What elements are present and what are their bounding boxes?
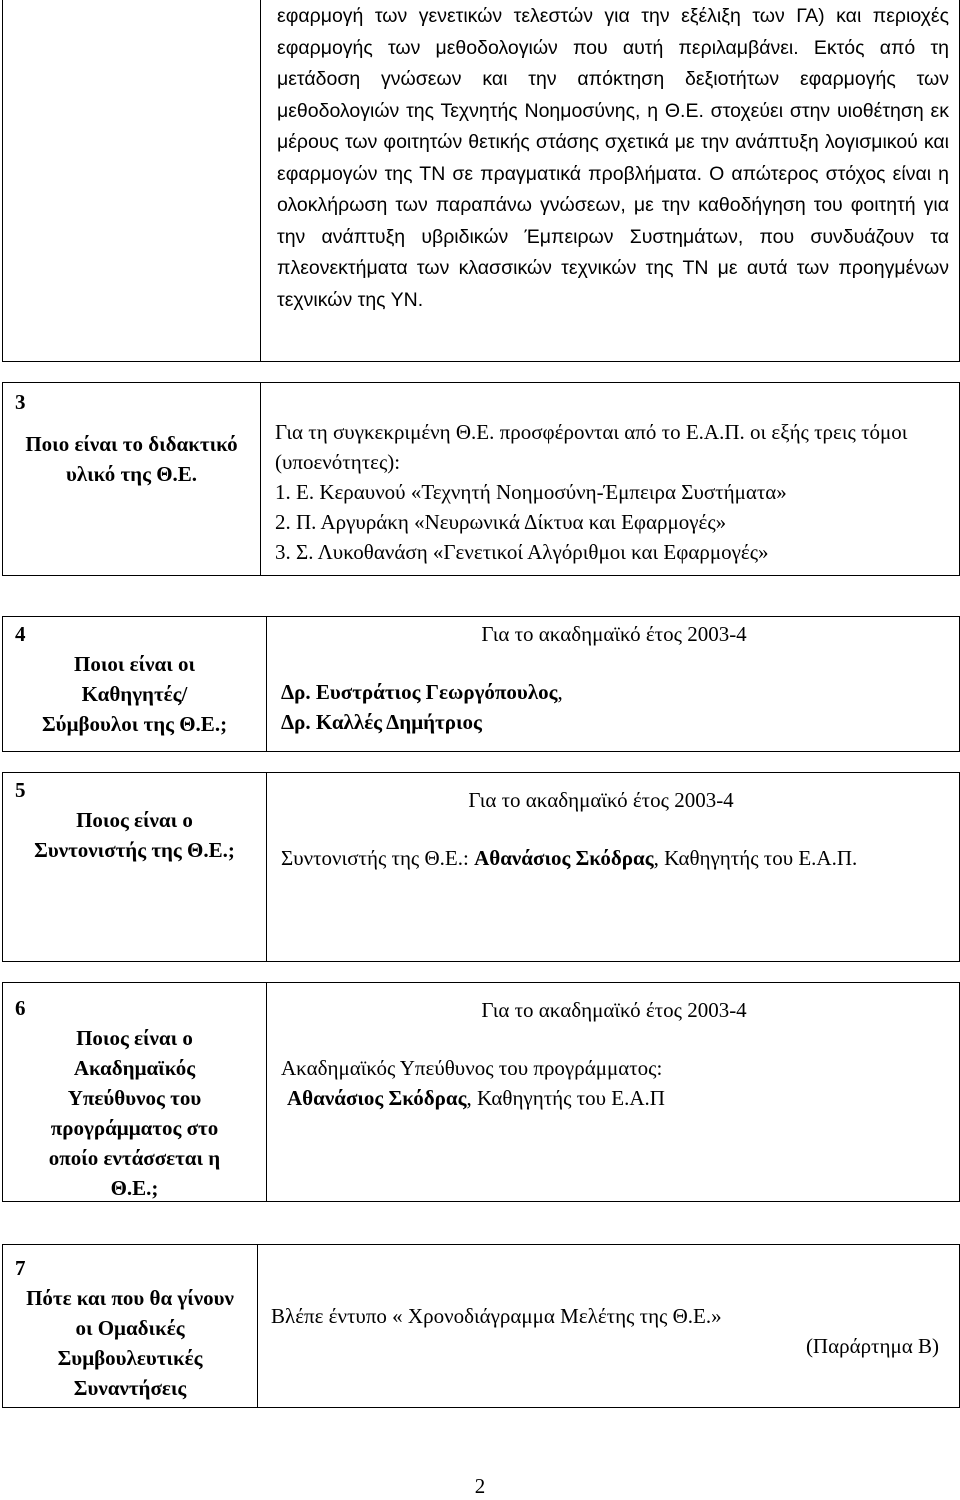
academic-year: Για το ακαδημαϊκό έτος 2003-4: [481, 622, 747, 646]
section-5-left: [3, 775, 266, 865]
tutor-name-1: Δρ. Ευστράτιος Γεωργόπουλος: [281, 680, 558, 704]
section-6-left: [3, 993, 266, 1203]
schedule-reference: Βλέπε έντυπο « Χρονοδιάγραμμα Μελέτης της Θ.Ε.»: [271, 1304, 722, 1328]
appendix-reference: (Παράρτημα Β): [805, 1334, 939, 1358]
section-7-right: [271, 1301, 939, 1361]
academic-year: Για το ακαδημαϊκό έτος 2003-4: [468, 788, 734, 812]
coordinator-name: Αθανάσιος Σκόδρας: [474, 846, 654, 870]
academic-head-name: Αθανάσιος Σκόδρας: [287, 1086, 467, 1110]
academic-head-label: Ακαδημαϊκός Υπεύθυνος του προγράμματος:: [281, 1056, 663, 1080]
section-number: 3: [15, 390, 26, 414]
section-5-table: [2, 772, 960, 962]
intro-text: εφαρμογή των γενετικών τελεστών για την εξέλιξη των ΓΑ) και περιοχές εφαρμογής των μεθοδολογιών που αυτή περιλαμβάνει. Εκτός από τη μετάδοση γνώσεων και την απόκτηση δεξιοτήτων εφαρμογής των μεθοδολογιών της Τεχνητής Νοημοσύνης, η Θ.Ε. στοχεύει στην υιοθέτηση εκ μέρους των φοιτητών θετικής στάσης σχετικά με την ανάπτυξη λογισμικού και εφαρμογών της ΤΝ σε πραγματικά προβλήματα. Ο απώτερος στόχος είναι η ολοκλήρωση των παραπάνω γνώσεων, με την καθοδήγηση του φοιτητή για την ανάπτυξη υβριδικών Έμπειρων Συστημάτων, που συνδυάζουν τα πλεονεκτήματα των κλασσικών τεχνικών της ΤΝ με αυτά των προηγμένων τεχνικών της ΥΝ.: [277, 5, 949, 311]
academic-year: Για το ακαδημαϊκό έτος 2003-4: [481, 998, 747, 1022]
section-4-right: [281, 619, 947, 737]
section-7-left: [3, 1253, 257, 1403]
section-question: Ποιος είναι ο Ακαδημαϊκός Υπεύθυνος του προγράμματος στο οποίο εντάσσεται η Θ.Ε.;: [48, 1026, 221, 1200]
section-number: 6: [15, 996, 26, 1020]
section-3-left: [3, 387, 260, 489]
section-4-table: [2, 616, 960, 752]
section-7-table: [2, 1244, 960, 1408]
section-number: 4: [15, 622, 26, 646]
coordinator-title: , Καθηγητής του Ε.Α.Π.: [653, 846, 858, 870]
tutor-name-2: Δρ. Καλλές Δημήτριος: [281, 710, 482, 734]
material-item-1: 1. Ε. Κεραυνού «Τεχνητή Νοημοσύνη-Έμπειρα Συστήματα»: [275, 480, 787, 504]
section-3-right: [275, 417, 947, 567]
section-number: 5: [15, 778, 26, 802]
section-6-table: [2, 982, 960, 1202]
section-4-left: [3, 619, 266, 739]
section-question: Ποιο είναι το διδακτικό υλικό της Θ.Ε.: [25, 432, 238, 486]
material-item-2: 2. Π. Αργυράκη «Νευρωνικά Δίκτυα και Εφαρμογές»: [275, 510, 727, 534]
section-5-right: [281, 785, 921, 873]
intro-table: [2, 0, 960, 362]
material-item-3: 3. Σ. Λυκοθανάση «Γενετικοί Αλγόριθμοι και Εφαρμογές»: [275, 540, 769, 564]
academic-head-title: , Καθηγητής του Ε.Α.Π: [466, 1086, 665, 1110]
materials-intro: Για τη συγκεκριμένη Θ.Ε. προσφέρονται από το Ε.Α.Π. οι εξής τρεις τόμοι (υποενότητες):: [275, 420, 908, 474]
section-number: 7: [15, 1256, 26, 1280]
page-number: 2: [474, 1474, 486, 1498]
section-question: Ποιοι είναι οι Καθηγητές/ Σύμβουλοι της Θ.Ε.;: [41, 652, 228, 736]
section-question: Ποιος είναι ο Συντονιστής της Θ.Ε.;: [34, 808, 235, 862]
section-3-table: [2, 382, 960, 576]
section-question: Πότε και που θα γίνουν οι Ομαδικές Συμβουλευτικές Συναντήσεις: [26, 1286, 234, 1400]
section-6-right: [281, 995, 947, 1113]
coordinator-label: Συντονιστής της Θ.Ε.:: [281, 846, 475, 870]
tutor-separator: ,: [557, 680, 563, 704]
